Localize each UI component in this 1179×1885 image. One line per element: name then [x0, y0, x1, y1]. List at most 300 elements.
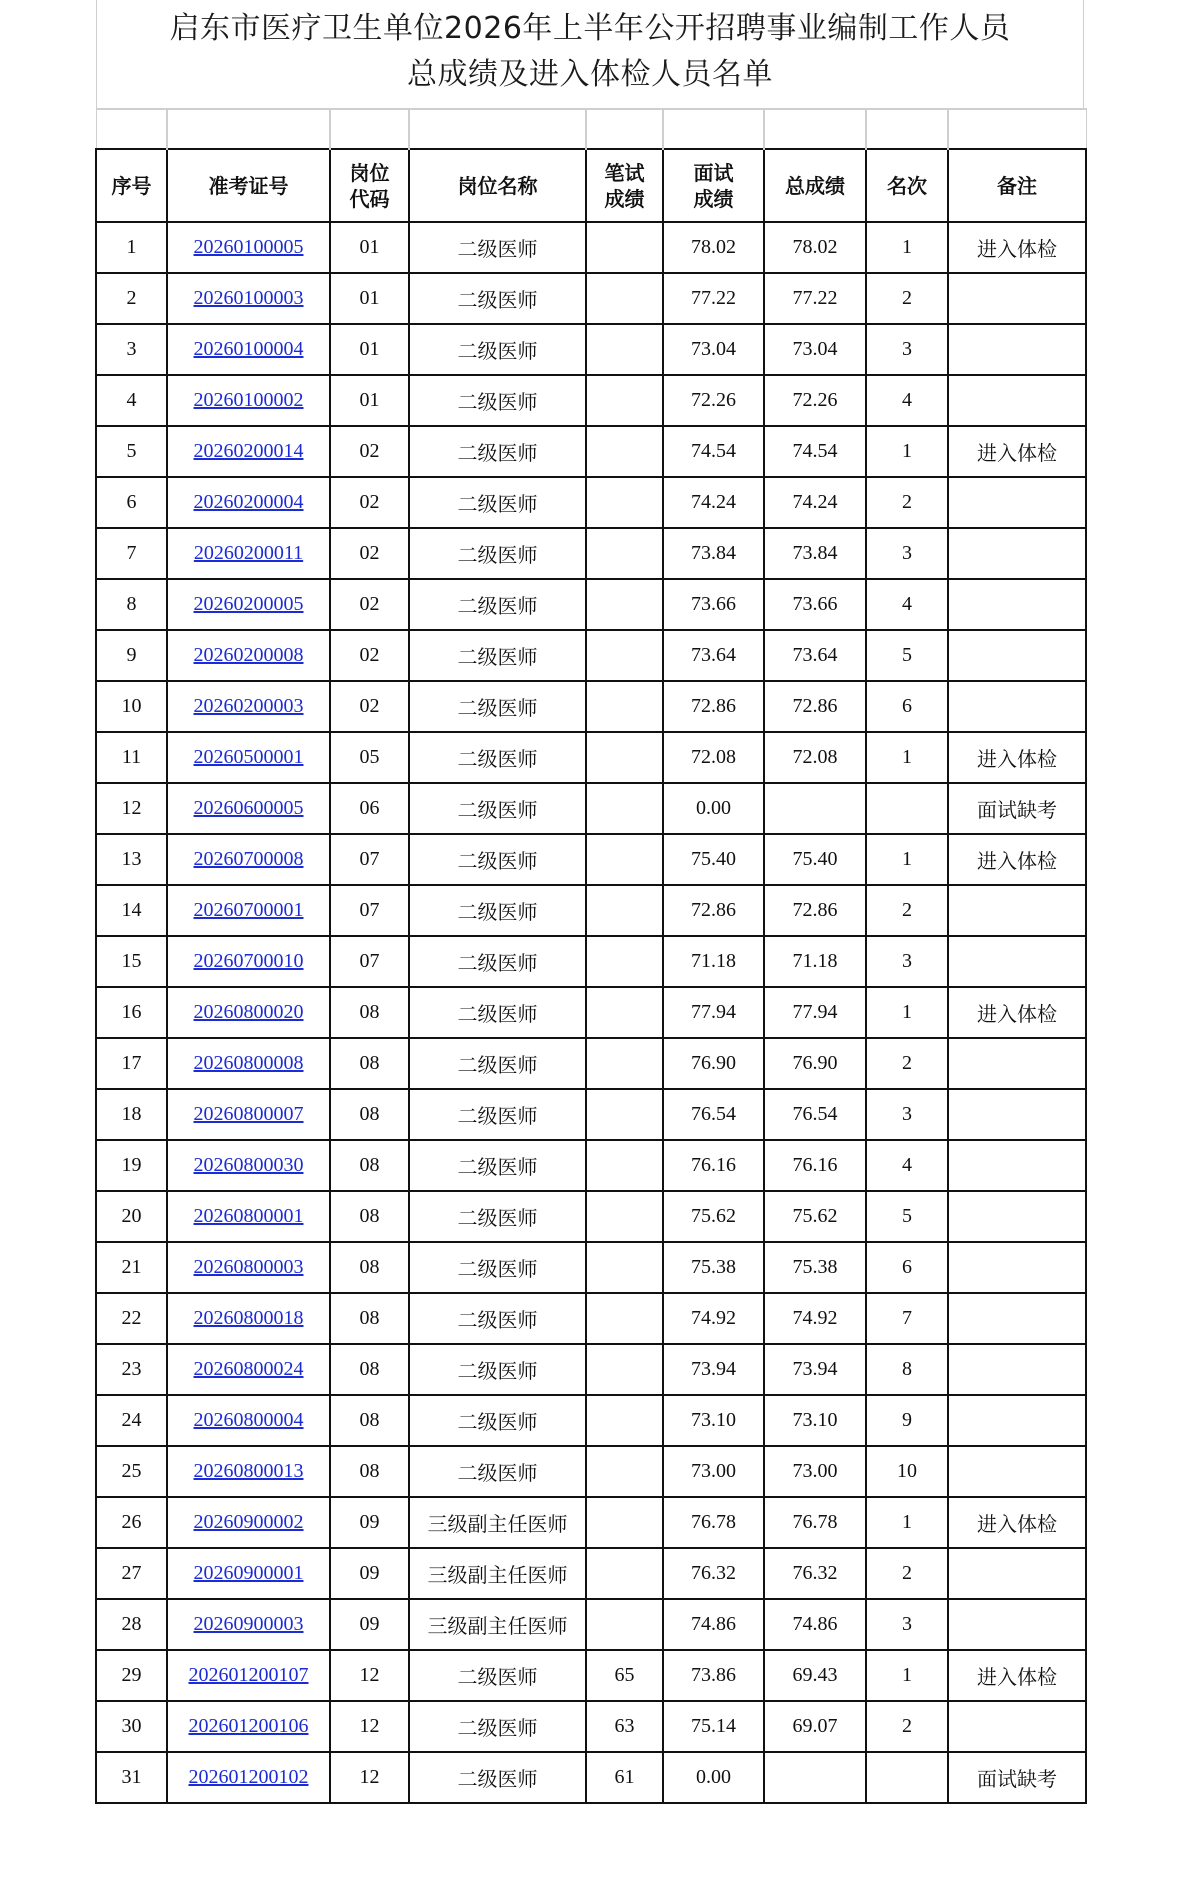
- cell-written: [586, 324, 663, 375]
- table-row: [96, 630, 1086, 681]
- cell-interview: 72.86: [663, 885, 764, 936]
- cell-note: [948, 885, 1086, 936]
- ticket-link[interactable]: 20260100004: [193, 338, 304, 360]
- cell-interview: 74.54: [663, 426, 764, 477]
- cell-total: 76.32: [764, 1548, 866, 1599]
- header-rank: 名次: [866, 149, 948, 222]
- cell-note: [948, 273, 1086, 324]
- cell-interview: 77.94: [663, 987, 764, 1038]
- cell-seq: 2: [96, 273, 167, 324]
- cell-total: 73.00: [764, 1446, 866, 1497]
- cell-code: 08: [330, 1293, 409, 1344]
- cell-ticket: [167, 1548, 330, 1599]
- cell-rank: 6: [866, 1242, 948, 1293]
- table-header-row: [96, 149, 1086, 222]
- cell-rank: 1: [866, 222, 948, 273]
- cell-written: [586, 681, 663, 732]
- cell-written: 63: [586, 1701, 663, 1752]
- cell-code: 12: [330, 1650, 409, 1701]
- cell-rank: 10: [866, 1446, 948, 1497]
- cell-seq: 16: [96, 987, 167, 1038]
- cell-total: 73.10: [764, 1395, 866, 1446]
- cell-seq: 30: [96, 1701, 167, 1752]
- cell-post: 二级医师: [409, 1242, 586, 1293]
- cell-interview: 71.18: [663, 936, 764, 987]
- cell-total: 77.22: [764, 273, 866, 324]
- cell-note: 进入体检: [948, 222, 1086, 273]
- ticket-link[interactable]: 20260800013: [193, 1460, 304, 1482]
- cell-written: [586, 528, 663, 579]
- cell-written: [586, 1089, 663, 1140]
- cell-ticket: [167, 783, 330, 834]
- cell-post: 二级医师: [409, 1140, 586, 1191]
- header-interview: 面试 成绩: [663, 149, 764, 222]
- cell-post: 二级医师: [409, 1701, 586, 1752]
- cell-code: 02: [330, 630, 409, 681]
- cell-code: 01: [330, 273, 409, 324]
- cell-written: [586, 1293, 663, 1344]
- cell-rank: 7: [866, 1293, 948, 1344]
- cell-note: [948, 1344, 1086, 1395]
- ticket-link[interactable]: 20260900003: [193, 1613, 304, 1635]
- cell-code: 08: [330, 1140, 409, 1191]
- cell-seq: 31: [96, 1752, 167, 1803]
- cell-seq: 26: [96, 1497, 167, 1548]
- cell-post: 二级医师: [409, 936, 586, 987]
- cell-note: [948, 1701, 1086, 1752]
- cell-rank: 5: [866, 1191, 948, 1242]
- ticket-link[interactable]: 202601200106: [188, 1715, 309, 1737]
- header-ticket: 准考证号: [167, 149, 330, 222]
- cell-code: 08: [330, 1038, 409, 1089]
- ticket-link[interactable]: 20260700001: [193, 899, 304, 921]
- cell-total: 74.54: [764, 426, 866, 477]
- cell-seq: 22: [96, 1293, 167, 1344]
- cell-ticket: [167, 426, 330, 477]
- table-row: [96, 426, 1086, 477]
- cell-code: 01: [330, 222, 409, 273]
- cell-ticket: [167, 630, 330, 681]
- blank-cell: [866, 109, 948, 149]
- cell-total: 73.04: [764, 324, 866, 375]
- cell-seq: 6: [96, 477, 167, 528]
- cell-total: 75.40: [764, 834, 866, 885]
- cell-written: [586, 1344, 663, 1395]
- cell-written: [586, 732, 663, 783]
- ticket-link[interactable]: 20260600005: [193, 797, 304, 819]
- cell-post: 二级医师: [409, 987, 586, 1038]
- cell-written: [586, 630, 663, 681]
- cell-note: [948, 630, 1086, 681]
- cell-interview: 73.64: [663, 630, 764, 681]
- table-row: [96, 885, 1086, 936]
- header-note: 备注: [948, 149, 1086, 222]
- table-row: [96, 987, 1086, 1038]
- cell-interview: 75.62: [663, 1191, 764, 1242]
- cell-post: 二级医师: [409, 324, 586, 375]
- title-line-1: 启东市医疗卫生单位2026年上半年公开招聘事业编制工作人员: [169, 11, 1011, 46]
- cell-interview: 73.66: [663, 579, 764, 630]
- cell-interview: 76.78: [663, 1497, 764, 1548]
- cell-post: 二级医师: [409, 681, 586, 732]
- cell-total: 76.54: [764, 1089, 866, 1140]
- cell-seq: 15: [96, 936, 167, 987]
- cell-rank: 6: [866, 681, 948, 732]
- cell-code: 07: [330, 885, 409, 936]
- cell-interview: 78.02: [663, 222, 764, 273]
- cell-written: [586, 936, 663, 987]
- cell-rank: 2: [866, 477, 948, 528]
- cell-ticket: [167, 1701, 330, 1752]
- blank-cell: [948, 109, 1086, 149]
- ticket-link[interactable]: 20260700010: [193, 950, 304, 972]
- cell-ticket: [167, 1293, 330, 1344]
- blank-cell: [167, 109, 330, 149]
- ticket-link[interactable]: 20260200008: [193, 644, 304, 666]
- ticket-link[interactable]: 20260100002: [193, 389, 304, 411]
- cell-post: 二级医师: [409, 1293, 586, 1344]
- cell-total: 73.94: [764, 1344, 866, 1395]
- cell-written: [586, 834, 663, 885]
- cell-seq: 11: [96, 732, 167, 783]
- cell-interview: 76.54: [663, 1089, 764, 1140]
- cell-seq: 20: [96, 1191, 167, 1242]
- blank-cell: [764, 109, 866, 149]
- table-row: [96, 1497, 1086, 1548]
- cell-ticket: [167, 1140, 330, 1191]
- cell-interview: 73.00: [663, 1446, 764, 1497]
- cell-note: [948, 1140, 1086, 1191]
- table-row: [96, 1038, 1086, 1089]
- cell-seq: 24: [96, 1395, 167, 1446]
- cell-ticket: [167, 834, 330, 885]
- cell-code: 12: [330, 1701, 409, 1752]
- cell-ticket: [167, 1038, 330, 1089]
- cell-seq: 18: [96, 1089, 167, 1140]
- cell-note: [948, 1446, 1086, 1497]
- cell-post: 二级医师: [409, 834, 586, 885]
- cell-rank: 8: [866, 1344, 948, 1395]
- cell-written: [586, 375, 663, 426]
- ticket-link[interactable]: 20260200011: [193, 542, 304, 564]
- ticket-link[interactable]: 202601200107: [188, 1664, 309, 1686]
- ticket-link[interactable]: 20260700008: [193, 848, 304, 870]
- header-total: 总成绩: [764, 149, 866, 222]
- cell-total: 69.43: [764, 1650, 866, 1701]
- cell-rank: 3: [866, 528, 948, 579]
- cell-interview: 76.90: [663, 1038, 764, 1089]
- cell-seq: 10: [96, 681, 167, 732]
- ticket-link[interactable]: 20260800008: [193, 1052, 304, 1074]
- table-row: [96, 1599, 1086, 1650]
- cell-code: 08: [330, 1344, 409, 1395]
- header-seq: 序号: [96, 149, 167, 222]
- cell-post: 二级医师: [409, 375, 586, 426]
- cell-post: 二级医师: [409, 1446, 586, 1497]
- ticket-link[interactable]: 20260800001: [193, 1205, 304, 1227]
- table-row: [96, 1650, 1086, 1701]
- cell-interview: 74.24: [663, 477, 764, 528]
- header-post: 岗位名称: [409, 149, 586, 222]
- cell-rank: 3: [866, 1599, 948, 1650]
- cell-total: 73.66: [764, 579, 866, 630]
- cell-interview: 75.38: [663, 1242, 764, 1293]
- cell-ticket: [167, 1599, 330, 1650]
- cell-ticket: [167, 1752, 330, 1803]
- cell-code: 09: [330, 1548, 409, 1599]
- cell-rank: 5: [866, 630, 948, 681]
- cell-rank: 3: [866, 936, 948, 987]
- cell-ticket: [167, 987, 330, 1038]
- cell-interview: 73.10: [663, 1395, 764, 1446]
- cell-total: 72.26: [764, 375, 866, 426]
- ticket-link[interactable]: 20260500001: [193, 746, 304, 768]
- ticket-link[interactable]: 20260100005: [193, 236, 304, 258]
- cell-total: 74.92: [764, 1293, 866, 1344]
- cell-seq: 4: [96, 375, 167, 426]
- ticket-link[interactable]: 20260800020: [193, 1001, 304, 1023]
- cell-interview: 73.86: [663, 1650, 764, 1701]
- cell-total: 77.94: [764, 987, 866, 1038]
- cell-written: [586, 1497, 663, 1548]
- table-row: [96, 528, 1086, 579]
- cell-code: 08: [330, 1446, 409, 1497]
- table-row: [96, 1548, 1086, 1599]
- cell-note: 面试缺考: [948, 783, 1086, 834]
- cell-note: [948, 1242, 1086, 1293]
- cell-code: 02: [330, 426, 409, 477]
- cell-code: 02: [330, 528, 409, 579]
- cell-post: 二级医师: [409, 477, 586, 528]
- cell-note: [948, 1089, 1086, 1140]
- cell-post: 二级医师: [409, 1089, 586, 1140]
- cell-interview: 74.86: [663, 1599, 764, 1650]
- cell-code: 12: [330, 1752, 409, 1803]
- table-row: [96, 936, 1086, 987]
- cell-interview: 74.92: [663, 1293, 764, 1344]
- cell-seq: 28: [96, 1599, 167, 1650]
- cell-post: 二级医师: [409, 426, 586, 477]
- cell-interview: 75.40: [663, 834, 764, 885]
- cell-seq: 14: [96, 885, 167, 936]
- cell-total: 73.64: [764, 630, 866, 681]
- cell-note: 进入体检: [948, 1497, 1086, 1548]
- cell-ticket: [167, 1650, 330, 1701]
- ticket-link[interactable]: 20260200003: [193, 695, 304, 717]
- cell-code: 02: [330, 579, 409, 630]
- cell-note: 面试缺考: [948, 1752, 1086, 1803]
- cell-seq: 19: [96, 1140, 167, 1191]
- cell-rank: 2: [866, 1548, 948, 1599]
- cell-seq: 8: [96, 579, 167, 630]
- ticket-link[interactable]: 20260800030: [193, 1154, 304, 1176]
- cell-total: 75.38: [764, 1242, 866, 1293]
- cell-note: [948, 1599, 1086, 1650]
- cell-interview: 73.04: [663, 324, 764, 375]
- cell-ticket: [167, 273, 330, 324]
- cell-interview: 0.00: [663, 1752, 764, 1803]
- cell-written: [586, 579, 663, 630]
- cell-note: [948, 375, 1086, 426]
- cell-rank: 1: [866, 1650, 948, 1701]
- cell-post: 二级医师: [409, 630, 586, 681]
- cell-note: 进入体检: [948, 426, 1086, 477]
- cell-note: [948, 324, 1086, 375]
- cell-code: 01: [330, 375, 409, 426]
- cell-interview: 72.86: [663, 681, 764, 732]
- cell-written: [586, 1548, 663, 1599]
- cell-note: [948, 1548, 1086, 1599]
- cell-total: 78.02: [764, 222, 866, 273]
- blank-cell: [330, 109, 409, 149]
- cell-written: [586, 1395, 663, 1446]
- cell-note: [948, 1191, 1086, 1242]
- cell-note: [948, 528, 1086, 579]
- cell-post: 二级医师: [409, 1038, 586, 1089]
- cell-code: 01: [330, 324, 409, 375]
- cell-post: 二级医师: [409, 579, 586, 630]
- cell-note: [948, 477, 1086, 528]
- cell-note: [948, 1395, 1086, 1446]
- cell-seq: 12: [96, 783, 167, 834]
- cell-ticket: [167, 579, 330, 630]
- cell-ticket: [167, 681, 330, 732]
- header-written: 笔试 成绩: [586, 149, 663, 222]
- cell-post: 三级副主任医师: [409, 1548, 586, 1599]
- cell-total: 72.86: [764, 681, 866, 732]
- table-row: [96, 834, 1086, 885]
- table-row: [96, 1344, 1086, 1395]
- cell-code: 09: [330, 1497, 409, 1548]
- cell-rank: 4: [866, 1140, 948, 1191]
- cell-interview: 75.14: [663, 1701, 764, 1752]
- cell-ticket: [167, 1395, 330, 1446]
- cell-post: 二级医师: [409, 528, 586, 579]
- document-title: [96, 0, 1084, 108]
- cell-seq: 21: [96, 1242, 167, 1293]
- cell-ticket: [167, 1446, 330, 1497]
- cell-written: [586, 1446, 663, 1497]
- cell-interview: 76.32: [663, 1548, 764, 1599]
- cell-ticket: [167, 1191, 330, 1242]
- ticket-link[interactable]: 20260800024: [193, 1358, 304, 1380]
- cell-written: [586, 783, 663, 834]
- cell-code: 08: [330, 1242, 409, 1293]
- cell-total: 72.08: [764, 732, 866, 783]
- cell-post: 二级医师: [409, 885, 586, 936]
- ticket-link[interactable]: 20260200004: [193, 491, 304, 513]
- cell-rank: 2: [866, 1701, 948, 1752]
- cell-seq: 7: [96, 528, 167, 579]
- cell-seq: 9: [96, 630, 167, 681]
- cell-rank: 2: [866, 885, 948, 936]
- cell-ticket: [167, 375, 330, 426]
- table-row: [96, 324, 1086, 375]
- cell-code: 07: [330, 936, 409, 987]
- ticket-link[interactable]: 20260800003: [193, 1256, 304, 1278]
- cell-written: 61: [586, 1752, 663, 1803]
- cell-code: 06: [330, 783, 409, 834]
- table-row: [96, 477, 1086, 528]
- table-row: [96, 732, 1086, 783]
- table-row: [96, 1752, 1086, 1803]
- cell-interview: 72.08: [663, 732, 764, 783]
- ticket-link[interactable]: 202601200102: [188, 1766, 309, 1788]
- cell-post: 二级医师: [409, 273, 586, 324]
- cell-written: [586, 477, 663, 528]
- table-row: [96, 783, 1086, 834]
- table-row: [96, 1089, 1086, 1140]
- cell-note: 进入体检: [948, 987, 1086, 1038]
- ticket-link[interactable]: 20260100003: [193, 287, 304, 309]
- cell-total: 76.78: [764, 1497, 866, 1548]
- cell-rank: 1: [866, 732, 948, 783]
- cell-ticket: [167, 1344, 330, 1395]
- cell-post: 二级医师: [409, 1752, 586, 1803]
- cell-rank: [866, 783, 948, 834]
- blank-cell: [663, 109, 764, 149]
- table-row: [96, 1191, 1086, 1242]
- cell-written: [586, 222, 663, 273]
- cell-written: [586, 987, 663, 1038]
- table-row: [96, 681, 1086, 732]
- cell-written: [586, 1191, 663, 1242]
- cell-interview: 0.00: [663, 783, 764, 834]
- cell-note: 进入体检: [948, 834, 1086, 885]
- cell-seq: 23: [96, 1344, 167, 1395]
- ticket-link[interactable]: 20260900001: [193, 1562, 304, 1584]
- ticket-link[interactable]: 20260800004: [193, 1409, 304, 1431]
- table-row: [96, 1701, 1086, 1752]
- blank-cell: [96, 109, 167, 149]
- cell-ticket: [167, 1089, 330, 1140]
- cell-ticket: [167, 1242, 330, 1293]
- header-code: 岗位 代码: [330, 149, 409, 222]
- cell-rank: 4: [866, 375, 948, 426]
- cell-interview: 73.94: [663, 1344, 764, 1395]
- table-row: [96, 1446, 1086, 1497]
- cell-total: 74.86: [764, 1599, 866, 1650]
- cell-written: [586, 885, 663, 936]
- cell-rank: 2: [866, 273, 948, 324]
- cell-note: [948, 579, 1086, 630]
- cell-code: 02: [330, 477, 409, 528]
- cell-ticket: [167, 477, 330, 528]
- cell-post: 二级医师: [409, 1191, 586, 1242]
- cell-note: [948, 1293, 1086, 1344]
- cell-code: 08: [330, 1395, 409, 1446]
- ticket-link[interactable]: 20260200014: [193, 440, 304, 462]
- cell-rank: 1: [866, 987, 948, 1038]
- cell-code: 08: [330, 1191, 409, 1242]
- ticket-link[interactable]: 20260900002: [193, 1511, 304, 1533]
- ticket-link[interactable]: 20260200005: [193, 593, 304, 615]
- cell-ticket: [167, 732, 330, 783]
- blank-spacer-row: [96, 109, 1086, 149]
- cell-code: 09: [330, 1599, 409, 1650]
- cell-note: [948, 936, 1086, 987]
- cell-ticket: [167, 528, 330, 579]
- table-row: [96, 1395, 1086, 1446]
- ticket-link[interactable]: 20260800018: [193, 1307, 304, 1329]
- table-row: [96, 273, 1086, 324]
- cell-written: [586, 1140, 663, 1191]
- cell-written: [586, 1599, 663, 1650]
- cell-rank: 3: [866, 324, 948, 375]
- ticket-link[interactable]: 20260800007: [193, 1103, 304, 1125]
- cell-seq: 1: [96, 222, 167, 273]
- cell-ticket: [167, 885, 330, 936]
